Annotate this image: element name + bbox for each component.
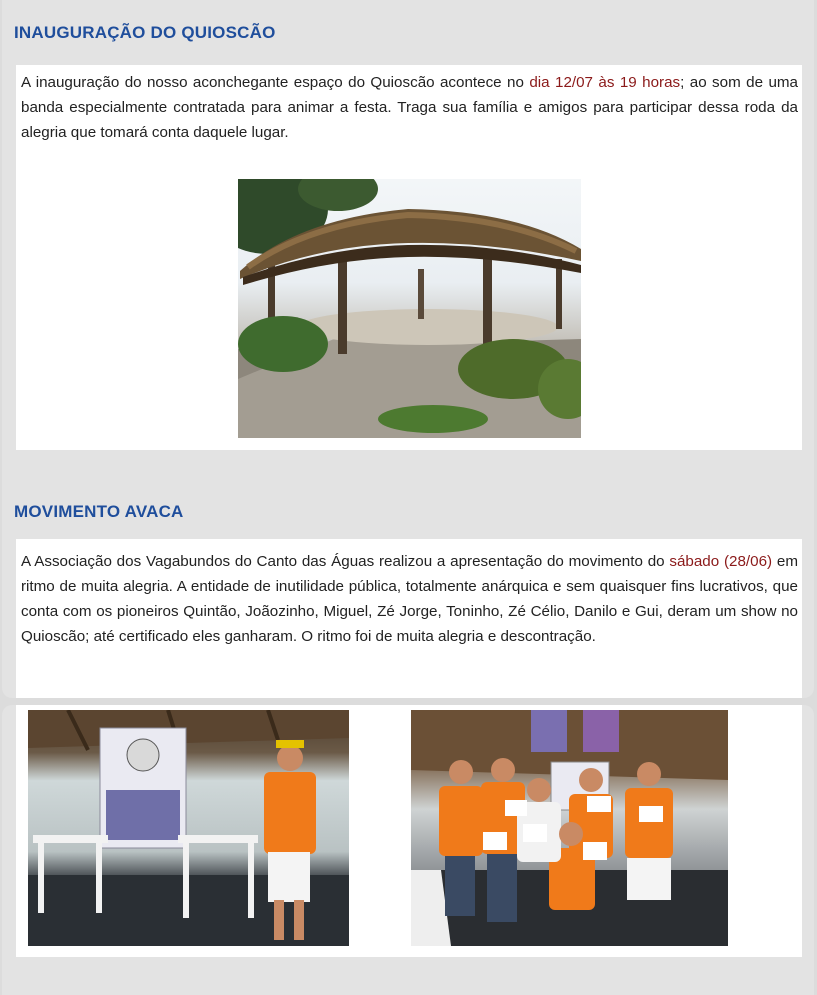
highlight-date: sábado (28/06): [669, 553, 773, 570]
section-title-inauguracao: INAUGURAÇÃO DO QUIOSCÃO: [14, 23, 276, 42]
text-segment: em ritmo de muita alegria. A entidade de inutilidade pública, totalmente anárquica e sem quaisquer fins lucrativos, que conta com os pioneiros Quintão, Joãozinho, Miguel, Zé Jorge, Toninho, Zé Célio, Danilo e Gui, deram um show no Quioscão; até certificado eles ganharam. O ritmo foi de muita alegria e descontração.: [21, 553, 798, 645]
text-segment: A inauguração do nosso aconchegante espaço do Quioscão acontece no: [21, 74, 530, 91]
avaca-group-illustration: [411, 710, 728, 946]
photo-quiosque: [238, 179, 581, 438]
avaca-speech-illustration: [28, 710, 349, 946]
text-segment: ; ao som de uma banda especialmente contratada para animar a festa. Traga sua família e amigos para participar dessa roda da alegria que tomará conta daquele lugar.: [21, 74, 798, 141]
quiosque-illustration: [238, 179, 581, 438]
photo-avaca-group: [411, 710, 728, 946]
section-text-inauguracao: [21, 70, 798, 145]
text-segment: A Associação dos Vagabundos do Canto das Águas realizou a apresentação do movimento do: [21, 553, 670, 570]
highlight-date: dia 12/07 às 19 horas: [529, 74, 681, 91]
section-text-avaca: [21, 549, 798, 649]
photo-avaca-speech: [28, 710, 349, 946]
section-title-avaca: MOVIMENTO AVACA: [14, 502, 184, 521]
